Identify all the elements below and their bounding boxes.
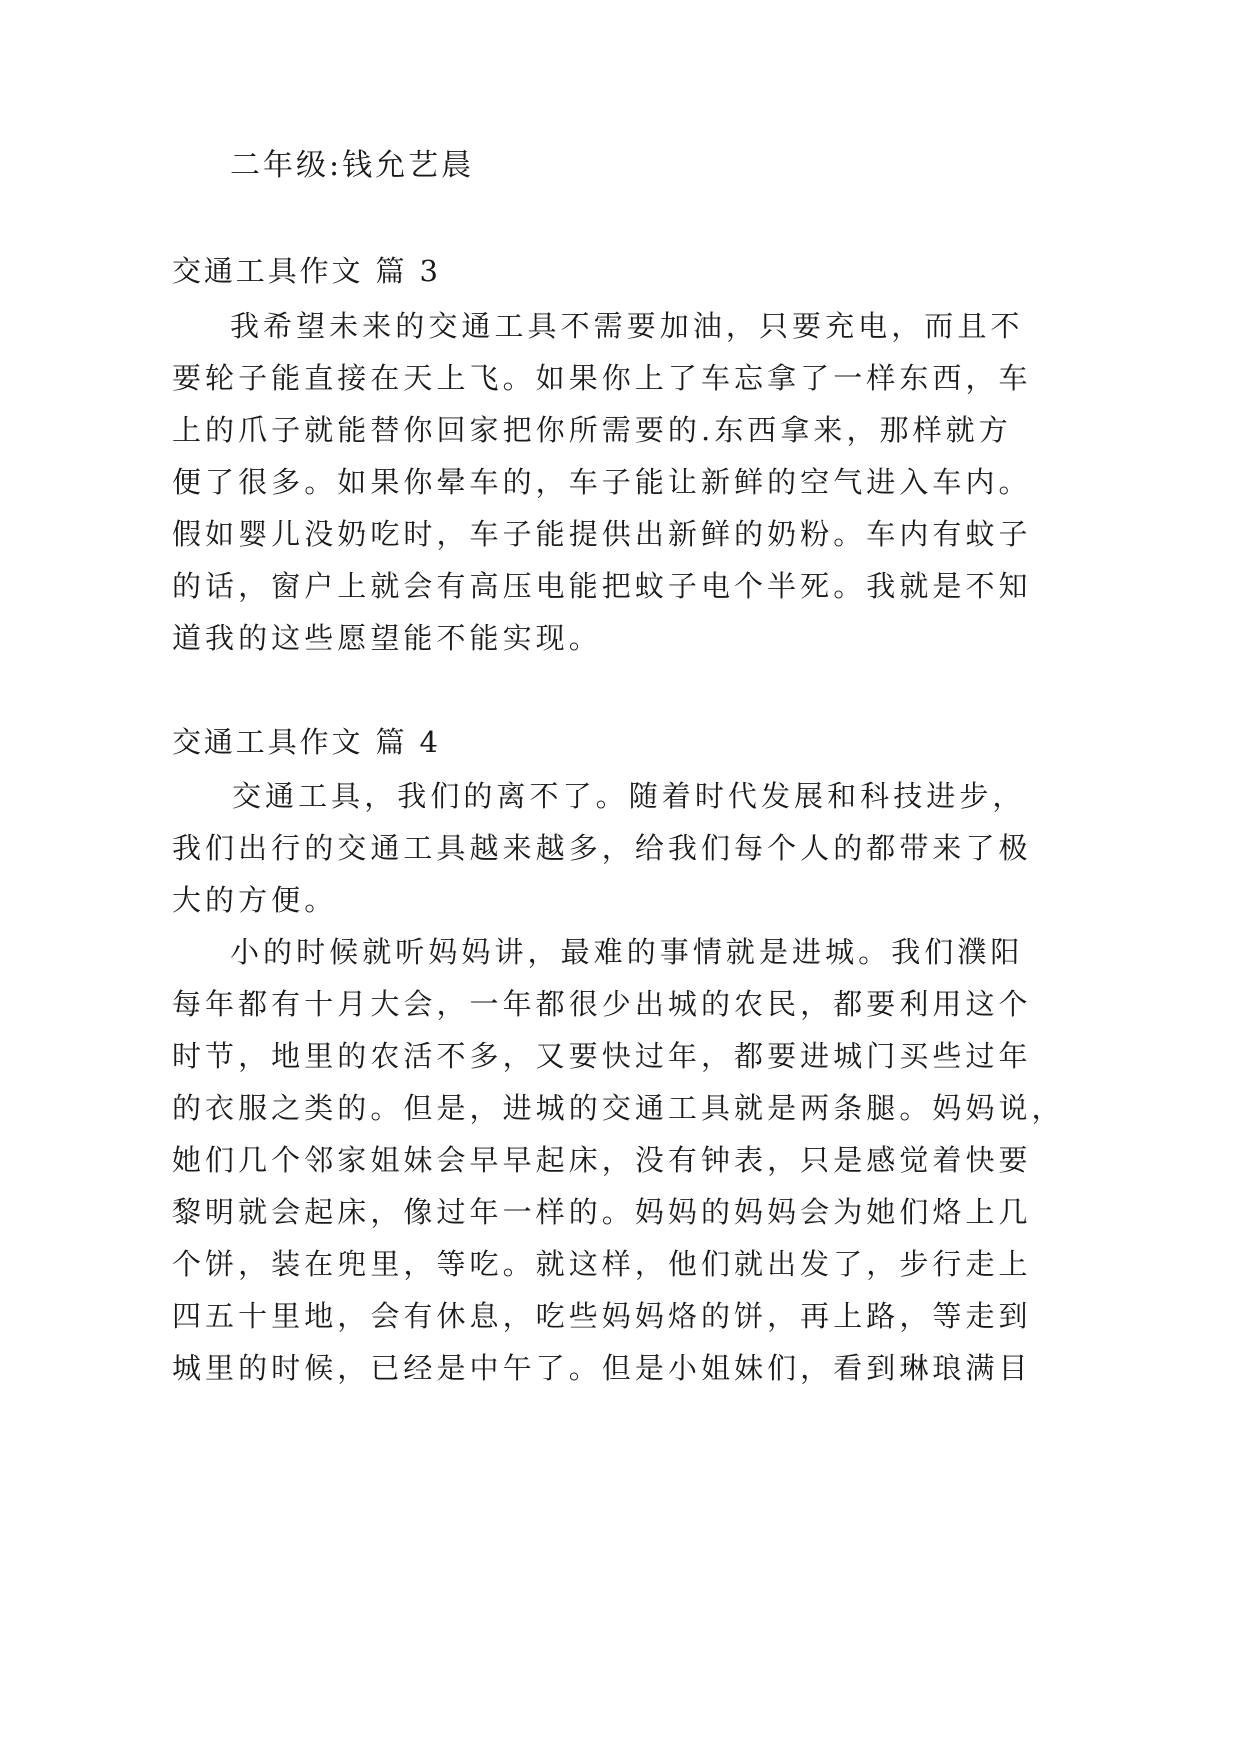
text-line: 假如婴儿没奶吃时，车子能提供出新鲜的奶粉。车内有蚊子 [172, 517, 1032, 551]
text-line: 黎明就会起床，像过年一样的。妈妈的妈妈会为她们烙上几 [172, 1195, 1032, 1229]
text-line: 时节，地里的农活不多，又要快过年，都要进城门买些过年 [172, 1039, 1032, 1073]
text-line: 的话，窗户上就会有高压电能把蚊子电个半死。我就是不知 [172, 569, 1032, 603]
text-line: 道我的这些愿望能不能实现。 [172, 621, 602, 655]
text-line: 城里的时候，已经是中午了。但是小姐妹们，看到琳琅满目 [172, 1351, 1032, 1385]
text-line: 四五十里地，会有休息，吃些妈妈烙的饼，再上路，等走到 [172, 1299, 1032, 1333]
author-line: 二年级:钱允艺晨 [230, 148, 475, 183]
text-line: 个饼，装在兜里，等吃。就这样，他们就出发了，步行走上 [172, 1247, 1032, 1281]
text-line: 她们几个邻家姐妹会早早起床，没有钟表，只是感觉着快要 [172, 1143, 1032, 1177]
text-line: 上的爪子就能替你回家把你所需要的.东西拿来，那样就方 [172, 413, 1012, 447]
text-line: 的衣服之类的。但是，进城的交通工具就是两条腿。妈妈说， [172, 1091, 1065, 1125]
text-line: 小的时候就听妈妈讲，最难的事情就是进城。我们濮阳 [230, 935, 1024, 969]
text-line: 大的方便。 [172, 883, 338, 917]
text-line: 交通工具，我们的离不了。随着时代发展和科技进步， [232, 779, 1026, 813]
text-line: 我希望未来的交通工具不需要加油，只要充电，而且不 [230, 309, 1024, 343]
text-line: 便了很多。如果你晕车的，车子能让新鲜的空气进入车内。 [172, 465, 1032, 499]
text-line: 我们出行的交通工具越来越多，给我们每个人的都带来了极 [172, 831, 1032, 865]
text-line: 每年都有十月大会，一年都很少出城的农民，都要利用这个 [172, 987, 1032, 1021]
text-line: 要轮子能直接在天上飞。如果你上了车忘拿了一样东西，车 [172, 361, 1032, 395]
section-heading: 交通工具作文 篇 3 [172, 254, 441, 288]
section-heading: 交通工具作文 篇 4 [172, 725, 441, 759]
